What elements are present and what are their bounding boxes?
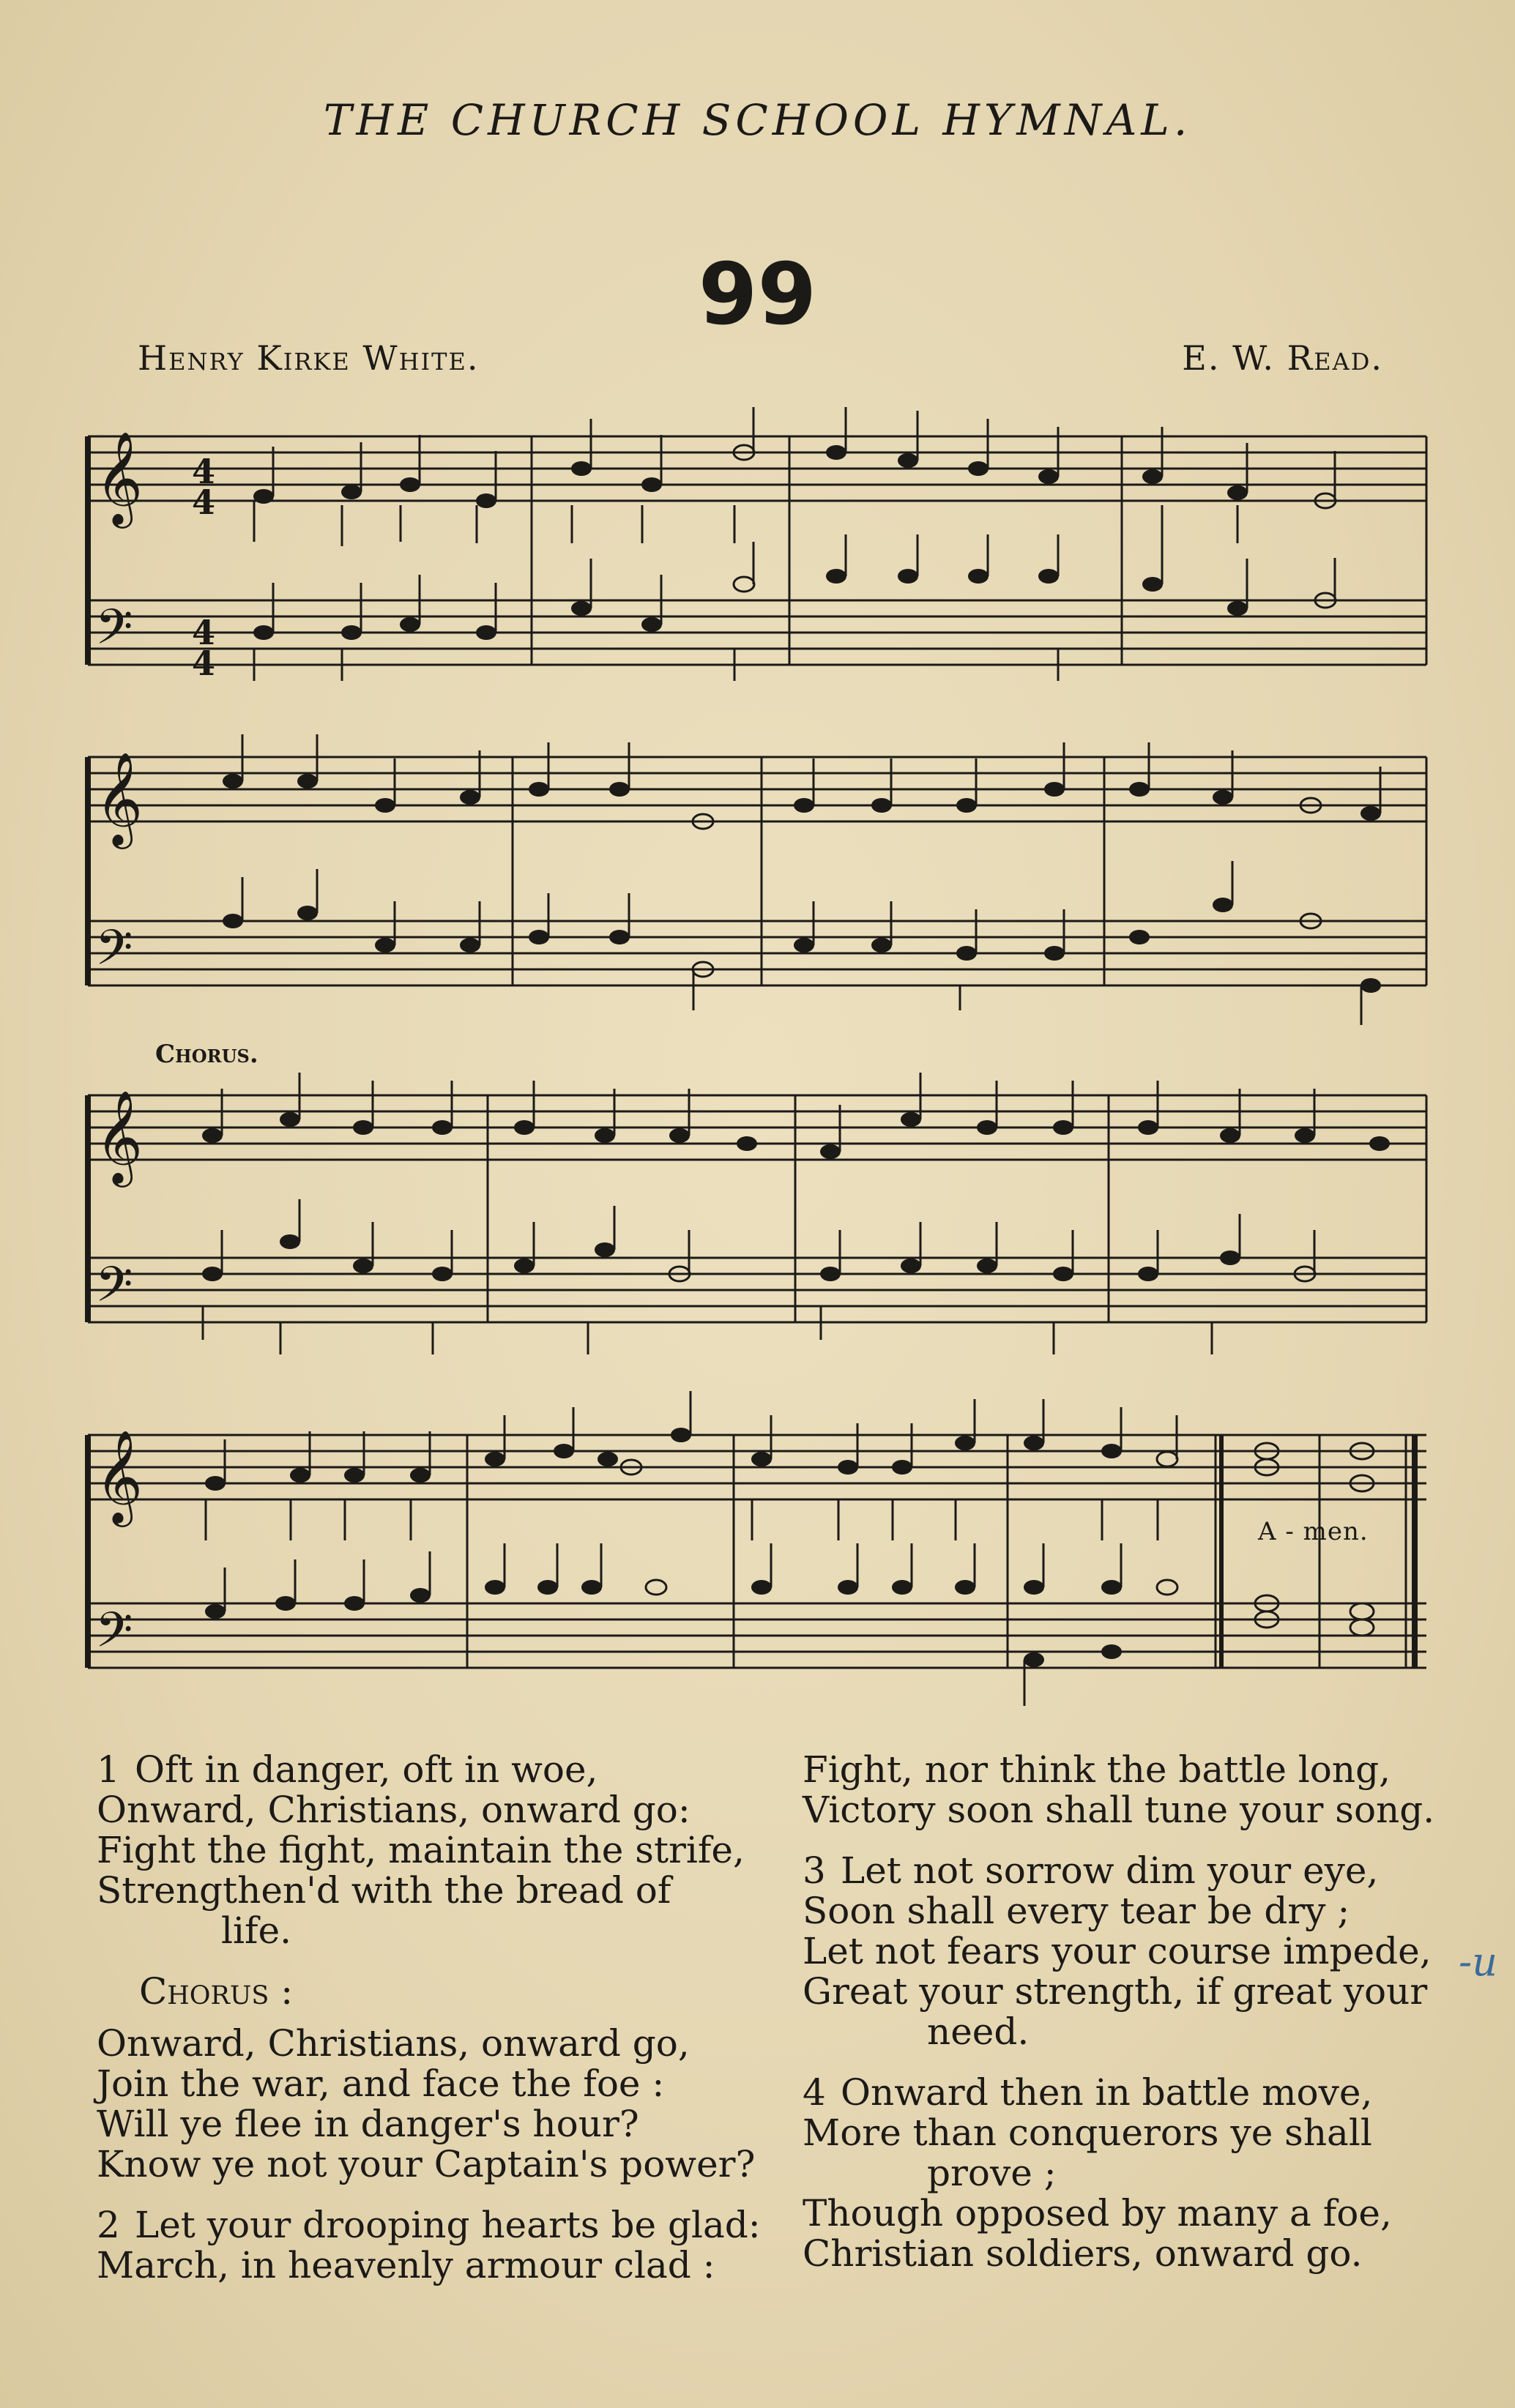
chorus-stanza bbox=[97, 1972, 778, 2185]
stanza-3 bbox=[803, 1851, 1462, 2052]
verse-line: 4 Onward then in battle move, bbox=[803, 2071, 1373, 2114]
verse-line: Great your strength, if great your bbox=[803, 1970, 1428, 2013]
stanza-2-continued bbox=[803, 1750, 1462, 1830]
verse-line: Know ye not your Captain's power? bbox=[97, 2143, 756, 2185]
hymn-number: 99 bbox=[698, 245, 817, 344]
svg-text:𝄢: 𝄢 bbox=[95, 599, 133, 667]
svg-text:𝄞: 𝄞 bbox=[95, 1429, 144, 1523]
verse-line: prove ; bbox=[927, 2152, 1057, 2194]
svg-text:4: 4 bbox=[192, 644, 216, 683]
verse-line: Onward, Christians, onward go, bbox=[97, 2022, 690, 2065]
svg-text:4: 4 bbox=[192, 452, 216, 491]
verse-number: 3 bbox=[803, 1849, 826, 1892]
verse-line: life. bbox=[221, 1909, 291, 1952]
verse-line: Christian soldiers, onward go. bbox=[803, 2232, 1363, 2275]
verse-line: Will ye flee in danger's hour? bbox=[97, 2103, 639, 2145]
verse-line: More than conquerors ye shall bbox=[803, 2111, 1372, 2154]
chorus-label: Chorus. bbox=[155, 1040, 258, 1069]
verse-line: 1 Oft in danger, oft in woe, bbox=[97, 1748, 598, 1791]
verse-number: 1 bbox=[97, 1748, 120, 1791]
svg-text:𝄞: 𝄞 bbox=[95, 1089, 144, 1183]
verse-line: Join the war, and face the foe : bbox=[97, 2062, 665, 2105]
amen-label: A - men. bbox=[1258, 1517, 1369, 1546]
svg-text:𝄞: 𝄞 bbox=[95, 430, 144, 524]
stanza-1 bbox=[97, 1750, 778, 1951]
verse-line: 3 Let not sorrow dim your eye, bbox=[803, 1849, 1379, 1892]
verse-line: need. bbox=[927, 2010, 1030, 2053]
svg-text:4: 4 bbox=[192, 613, 216, 652]
handwritten-margin-mark: -u bbox=[1459, 1939, 1498, 1985]
verse-line: Let not fears your course impede, bbox=[803, 1930, 1432, 1972]
verse-line: Soon shall every tear be dry ; bbox=[803, 1890, 1350, 1932]
svg-text:𝄢: 𝄢 bbox=[95, 1256, 133, 1324]
composer-credit: E. W. Read. bbox=[1182, 338, 1383, 378]
verses-left-column bbox=[97, 1750, 778, 2306]
verse-number: 4 bbox=[803, 2071, 826, 2114]
verse-line: Fight, nor think the battle long, bbox=[803, 1748, 1391, 1791]
chorus-heading: Chorus : bbox=[139, 1970, 294, 2013]
stanza-4 bbox=[803, 2073, 1462, 2274]
verse-line: Strengthen'd with the bread of bbox=[97, 1869, 671, 1912]
stanza-2 bbox=[97, 2205, 778, 2286]
music-system-2 bbox=[88, 734, 1426, 1025]
svg-text:𝄢: 𝄢 bbox=[95, 920, 133, 988]
svg-text:4: 4 bbox=[192, 482, 216, 522]
music-system-1 bbox=[88, 407, 1426, 683]
verse-line: Fight the fight, maintain the strife, bbox=[97, 1829, 745, 1871]
running-head: THE CHURCH SCHOOL HYMNAL. bbox=[323, 95, 1192, 145]
verse-line: March, in heavenly armour clad : bbox=[97, 2244, 715, 2286]
svg-text:𝄞: 𝄞 bbox=[95, 751, 144, 845]
verse-line: 2 Let your drooping hearts be glad: bbox=[97, 2204, 761, 2246]
verse-line: Though opposed by many a foe, bbox=[803, 2192, 1392, 2234]
svg-text:𝄢: 𝄢 bbox=[95, 1602, 133, 1670]
music-system-3 bbox=[88, 1073, 1426, 1354]
verses-right-column bbox=[803, 1750, 1462, 2295]
verse-line: Onward, Christians, onward go: bbox=[97, 1789, 691, 1831]
verse-line: Victory soon shall tune your song. bbox=[803, 1789, 1435, 1831]
verse-number: 2 bbox=[97, 2204, 120, 2246]
author-credit: Henry Kirke White. bbox=[138, 338, 480, 378]
music-system-4 bbox=[88, 1391, 1426, 1706]
